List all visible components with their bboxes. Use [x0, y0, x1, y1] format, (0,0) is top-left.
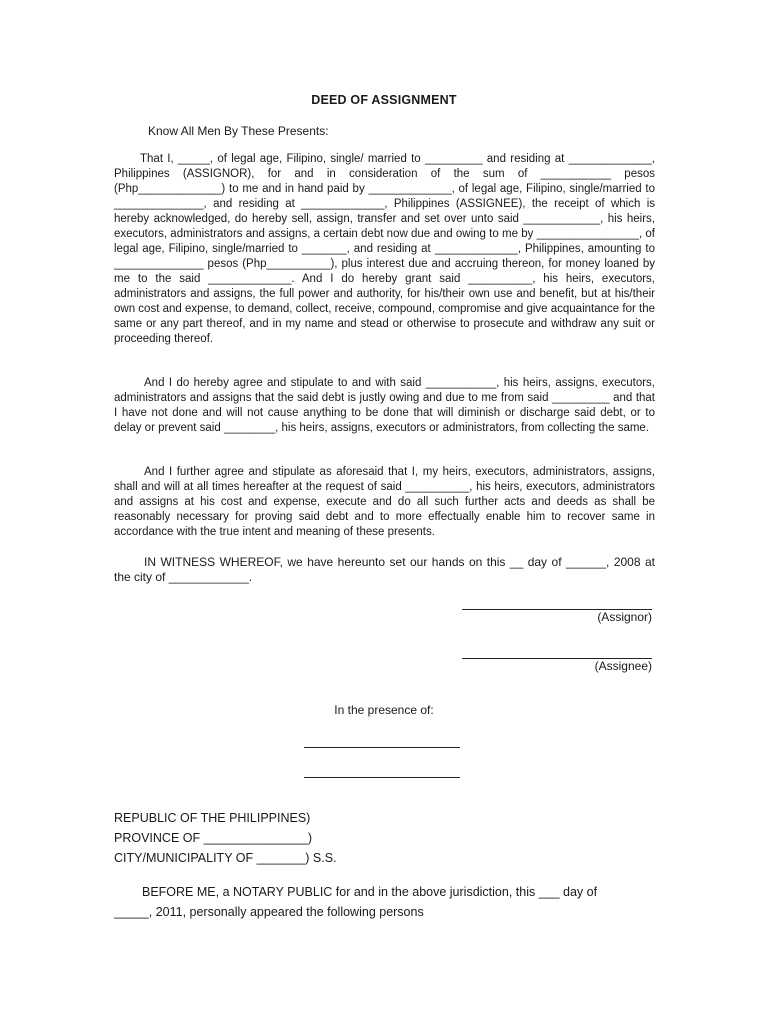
- document-title: DEED OF ASSIGNMENT: [311, 93, 457, 107]
- paragraph-witness-whereof: IN WITNESS WHEREOF, we have hereunto set our hands on this __ day of ______, 2008 at the city of ____________.: [114, 555, 655, 584]
- venue-republic: REPUBLIC OF THE PHILIPPINES): [114, 811, 311, 825]
- venue-province: PROVINCE OF _______________): [114, 831, 313, 845]
- assignee-signature-line: [462, 646, 652, 659]
- venue-block: [114, 808, 337, 868]
- salutation: Know All Men By These Presents:: [148, 124, 329, 138]
- venue-city: CITY/MUNICIPALITY OF _______) S.S.: [114, 851, 337, 865]
- presence-heading: In the presence of:: [334, 703, 434, 717]
- assignor-signature-line: [462, 597, 652, 610]
- paragraph-agreement: And I do hereby agree and stipulate to and with said ___________, his heirs, assigns, executors, administrators and assigns that the said debt is justly owing and due to me from said _________ and that I have not done and will not cause anything to be done that will diminish or discharge said debt, or to delay or prevent said ________, his heirs, assigns, executors or administrators, from collecting the same.: [114, 377, 655, 434]
- assignee-signature-block: [462, 646, 652, 674]
- witness-signature-line-1: [304, 747, 460, 748]
- assignee-label: (Assignee): [594, 659, 652, 673]
- witness-signature-line-2: [304, 777, 460, 778]
- paragraph-further-agreement: And I further agree and stipulate as aforesaid that I, my heirs, executors, administrators, assigns, shall and will at all times hereafter at the request of said __________, his heirs, executors, administrators and assigns at his cost and expense, execute and do all such further acts and deeds as shall be reasonably necessary for proving said debt and to more effectually enable him to recover same in accordance with the true intent and meaning of these presents.: [114, 466, 655, 538]
- assignor-label: (Assignor): [597, 610, 652, 624]
- assignor-signature-block: [462, 597, 652, 625]
- paragraph-assignment: That I, _____, of legal age, Filipino, single/ married to _________ and residing at _____________, Philippines (ASSIGNOR), for and in consideration of the sum of ___________ pesos (Php_____________) to me and in hand paid by _____________, of legal age, Filipino, single/married to ______________, and residing at _____________, Philippines (ASSIGNEE), the receipt of which is hereby acknowledged, do hereby sell, assign, transfer and set over unto said ____________, his heirs, executors, administrators and assigns, a certain debt now due and owing to me by ________________, of legal age, Filipino, single/married to _______, and residing at _____________, Philippines, amounting to ______________ pesos (Php__________), plus interest due and accruing thereon, for money loaned by me to the said _____________. And I do hereby grant said __________, his heirs, executors, administrators and assigns, the full power and authority, for his/their own use and benefit, but at his/their own cost and expense, to demand, collect, receive, compound, compromise and give acquaintance for the same or any part thereof, and in my name and stead or otherwise to prosecute and withdraw any suit or proceeding thereof.: [114, 153, 655, 345]
- notary-paragraph: BEFORE ME, a NOTARY PUBLIC for and in the above jurisdiction, this ___ day of _____, 2011, personally appeared the following persons: [114, 885, 598, 919]
